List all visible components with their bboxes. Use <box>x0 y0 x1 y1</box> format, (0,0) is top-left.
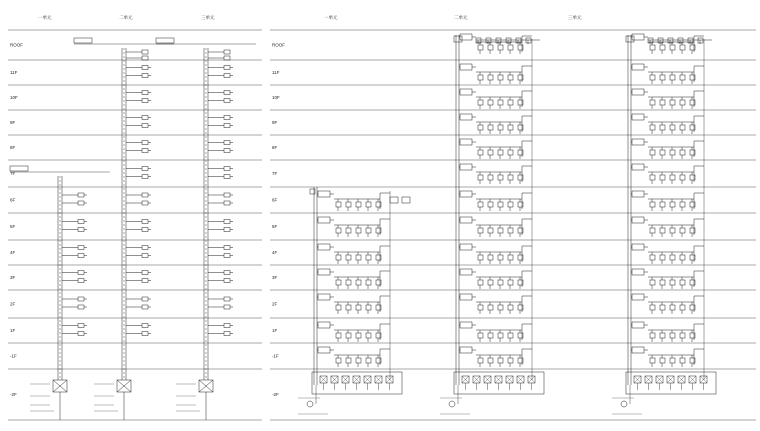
device-box-icon <box>478 333 483 338</box>
junction-box-icon <box>318 269 330 275</box>
floor-label: 9F <box>10 120 16 125</box>
device-box-icon <box>224 56 230 60</box>
device-box-icon <box>224 279 230 283</box>
device-box-icon <box>142 66 148 70</box>
device-box-icon <box>660 358 665 363</box>
device-box-icon <box>498 333 503 338</box>
device-box-icon <box>650 358 655 363</box>
device-box-icon <box>660 45 665 50</box>
device-box-icon <box>650 202 655 207</box>
device-box-icon <box>336 202 341 207</box>
floor-label: 1F <box>10 328 16 333</box>
device-box-icon <box>224 297 230 301</box>
device-box-icon <box>142 279 148 283</box>
floor-label: 5F <box>10 224 16 229</box>
floor-label: 11F <box>10 70 18 75</box>
floor-label: -2F <box>272 392 279 397</box>
junction-box-icon <box>460 139 472 145</box>
junction-box-icon <box>318 217 330 223</box>
device-box-icon <box>488 280 493 285</box>
floor-label: 2F <box>10 301 16 307</box>
unit-header: 三单元 <box>568 15 582 20</box>
device-box-icon <box>680 280 685 285</box>
unit-marker-icon <box>621 401 627 407</box>
junction-box-icon <box>318 294 330 300</box>
unit-header: 一单元 <box>38 15 52 20</box>
device-box-icon <box>366 202 371 207</box>
device-box-icon <box>142 271 148 275</box>
device-box-icon <box>488 125 493 130</box>
device-box-icon <box>142 50 148 54</box>
device-box-icon <box>680 305 685 310</box>
junction-box-icon <box>454 36 462 42</box>
device-box-icon <box>142 56 148 60</box>
device-box-icon <box>224 50 230 54</box>
device-box-icon <box>224 141 230 145</box>
device-box-icon <box>660 150 665 155</box>
device-box-icon <box>670 125 675 130</box>
floor-label: -1F <box>10 353 17 359</box>
device-box-icon <box>366 255 371 260</box>
floor-label: ROOF <box>272 42 285 48</box>
device-box-icon <box>670 305 675 310</box>
device-box-icon <box>508 255 513 260</box>
device-box-icon <box>488 333 493 338</box>
device-box-icon <box>224 254 230 258</box>
device-box-icon <box>142 193 148 197</box>
device-box-icon <box>660 255 665 260</box>
device-box-icon <box>498 175 503 180</box>
device-box-icon <box>680 75 685 80</box>
device-box-icon <box>488 255 493 260</box>
floor-label: ROOF <box>10 42 23 48</box>
device-box-icon <box>224 220 230 224</box>
junction-box-icon <box>460 347 472 353</box>
device-box-icon <box>650 100 655 105</box>
device-box-icon <box>78 201 84 205</box>
junction-box-icon <box>626 36 634 42</box>
device-box-icon <box>224 167 230 171</box>
floor-label: 6F <box>10 197 16 203</box>
device-box-icon <box>660 125 665 130</box>
device-box-icon <box>488 228 493 233</box>
device-box-icon <box>224 99 230 103</box>
junction-box-icon <box>460 217 472 223</box>
device-box-icon <box>142 99 148 103</box>
device-box-icon <box>142 167 148 171</box>
device-box-icon <box>670 333 675 338</box>
right-wiring-panel <box>270 14 756 420</box>
device-box-icon <box>498 305 503 310</box>
device-box-icon <box>142 324 148 328</box>
device-box-icon <box>346 280 351 285</box>
device-box-icon <box>508 280 513 285</box>
device-box-icon <box>356 202 361 207</box>
device-box-icon <box>670 100 675 105</box>
device-box-icon <box>224 305 230 309</box>
device-box-icon <box>142 149 148 153</box>
device-box-icon <box>680 175 685 180</box>
device-box-icon <box>366 333 371 338</box>
device-box-icon <box>346 255 351 260</box>
device-box-icon <box>78 220 84 224</box>
junction-box-icon <box>318 322 330 328</box>
device-box-icon <box>660 202 665 207</box>
device-box-icon <box>478 202 483 207</box>
floor-label: -1F <box>272 353 279 359</box>
junction-box-icon <box>460 64 472 70</box>
device-box-icon <box>336 358 341 363</box>
junction-box-icon <box>460 191 472 197</box>
floor-label: 7F <box>10 171 16 176</box>
device-box-icon <box>680 125 685 130</box>
device-box-icon <box>366 280 371 285</box>
device-box-icon <box>498 45 503 50</box>
device-box-icon <box>508 305 513 310</box>
device-box-icon <box>356 280 361 285</box>
device-box-icon <box>224 91 230 95</box>
junction-box-icon <box>460 244 472 250</box>
device-box-icon <box>78 246 84 250</box>
device-box-icon <box>508 45 513 50</box>
device-box-icon <box>356 228 361 233</box>
device-box-icon <box>660 175 665 180</box>
device-box-icon <box>336 228 341 233</box>
device-box-icon <box>498 202 503 207</box>
floor-label: 2F <box>272 301 278 307</box>
device-box-icon <box>224 201 230 205</box>
device-box-icon <box>670 175 675 180</box>
device-box-icon <box>526 38 531 43</box>
floor-label: 10F <box>272 95 280 100</box>
device-box-icon <box>224 149 230 153</box>
device-box-icon <box>478 75 483 80</box>
device-box-icon <box>508 358 513 363</box>
device-box-icon <box>224 116 230 120</box>
device-box-icon <box>478 175 483 180</box>
device-box-icon <box>224 66 230 70</box>
device-box-icon <box>680 358 685 363</box>
device-box-icon <box>346 202 351 207</box>
device-box-icon <box>680 150 685 155</box>
device-box-icon <box>78 297 84 301</box>
device-box-icon <box>670 255 675 260</box>
device-box-icon <box>488 305 493 310</box>
unit-marker-icon <box>449 401 455 407</box>
device-box-icon <box>488 75 493 80</box>
junction-box-icon <box>632 294 644 300</box>
device-box-icon <box>78 271 84 275</box>
device-box-icon <box>660 100 665 105</box>
device-box-icon <box>346 228 351 233</box>
device-box-icon <box>346 358 351 363</box>
device-box-icon <box>650 125 655 130</box>
junction-box-icon <box>632 347 644 353</box>
floor-label: -2F <box>10 392 17 397</box>
floor-label: 4F <box>10 250 16 255</box>
device-box-icon <box>478 150 483 155</box>
junction-box-icon <box>632 164 644 170</box>
device-box-icon <box>142 332 148 336</box>
device-box-icon <box>498 75 503 80</box>
device-box-icon <box>488 175 493 180</box>
device-box-icon <box>650 228 655 233</box>
device-box-icon <box>498 125 503 130</box>
label-box <box>74 38 92 43</box>
device-box-icon <box>336 305 341 310</box>
device-box-icon <box>680 228 685 233</box>
device-box-icon <box>680 333 685 338</box>
device-box-icon <box>650 280 655 285</box>
device-box-icon <box>346 333 351 338</box>
device-box-icon <box>78 279 84 283</box>
device-box-icon <box>660 333 665 338</box>
device-box-icon <box>142 116 148 120</box>
device-box-icon <box>142 305 148 309</box>
device-box-icon <box>224 324 230 328</box>
device-box-icon <box>478 100 483 105</box>
floor-label: 10F <box>10 95 18 100</box>
device-box-icon <box>346 305 351 310</box>
device-box-icon <box>224 193 230 197</box>
junction-box-icon <box>318 191 330 197</box>
device-box-icon <box>78 228 84 232</box>
device-box-icon <box>670 75 675 80</box>
device-box-icon <box>224 246 230 250</box>
device-box-icon <box>224 271 230 275</box>
floor-label: 5F <box>272 224 278 229</box>
device-box-icon <box>680 255 685 260</box>
device-box-icon <box>336 255 341 260</box>
device-box-icon <box>478 125 483 130</box>
device-box-icon <box>680 45 685 50</box>
device-box-icon <box>142 175 148 179</box>
device-box-icon <box>142 297 148 301</box>
floor-label: 8F <box>10 145 16 150</box>
junction-box-icon <box>460 114 472 120</box>
device-box-icon <box>478 358 483 363</box>
left-riser-panel <box>8 14 262 420</box>
unit-header: 一单元 <box>324 15 338 20</box>
device-box-icon <box>478 305 483 310</box>
device-box-icon <box>680 100 685 105</box>
floor-label: 9F <box>272 120 278 125</box>
device-box-icon <box>508 175 513 180</box>
device-box-icon <box>498 255 503 260</box>
device-box-icon <box>498 150 503 155</box>
device-box-icon <box>78 254 84 258</box>
label-box <box>156 38 174 43</box>
device-box-icon <box>508 100 513 105</box>
device-box-icon <box>356 255 361 260</box>
device-box-icon <box>660 75 665 80</box>
junction-box-icon <box>460 294 472 300</box>
device-box-icon <box>650 75 655 80</box>
device-box-icon <box>336 280 341 285</box>
device-box-icon <box>508 150 513 155</box>
junction-box-icon <box>460 89 472 95</box>
device-box-icon <box>508 202 513 207</box>
device-box-icon <box>650 255 655 260</box>
junction-box-icon <box>632 139 644 145</box>
device-box-icon <box>478 228 483 233</box>
device-box-icon <box>660 305 665 310</box>
device-box-icon <box>698 38 703 43</box>
unit-marker-icon <box>307 401 313 407</box>
device-box-icon <box>670 45 675 50</box>
device-box-icon <box>78 305 84 309</box>
device-box-icon <box>402 197 410 203</box>
junction-box-icon <box>318 244 330 250</box>
device-box-icon <box>498 358 503 363</box>
device-box-icon <box>488 45 493 50</box>
unit-header: 三单元 <box>201 15 215 20</box>
device-box-icon <box>336 333 341 338</box>
floor-label: 8F <box>272 145 278 150</box>
junction-box-icon <box>460 322 472 328</box>
junction-box-icon <box>460 164 472 170</box>
device-box-icon <box>366 358 371 363</box>
unit-header: 二单元 <box>454 15 468 20</box>
device-box-icon <box>142 220 148 224</box>
floor-label: 7F <box>272 171 278 176</box>
device-box-icon <box>390 197 398 203</box>
device-box-icon <box>356 305 361 310</box>
device-box-icon <box>366 305 371 310</box>
junction-box-icon <box>318 347 330 353</box>
device-box-icon <box>356 333 361 338</box>
floor-label: 11F <box>272 70 280 75</box>
device-box-icon <box>680 202 685 207</box>
device-box-icon <box>508 75 513 80</box>
device-box-icon <box>478 255 483 260</box>
device-box-icon <box>142 201 148 205</box>
device-box-icon <box>670 228 675 233</box>
junction-box-icon <box>632 191 644 197</box>
device-box-icon <box>670 150 675 155</box>
device-box-icon <box>650 305 655 310</box>
device-box-icon <box>498 228 503 233</box>
floor-label: 6F <box>272 197 278 203</box>
junction-box-icon <box>460 269 472 275</box>
device-box-icon <box>142 91 148 95</box>
device-box-icon <box>142 228 148 232</box>
device-box-icon <box>650 45 655 50</box>
device-box-icon <box>488 358 493 363</box>
junction-box-icon <box>632 244 644 250</box>
device-box-icon <box>78 332 84 336</box>
device-box-icon <box>356 358 361 363</box>
device-box-icon <box>78 324 84 328</box>
device-box-icon <box>670 280 675 285</box>
device-box-icon <box>650 175 655 180</box>
device-box-icon <box>670 358 675 363</box>
device-box-icon <box>478 280 483 285</box>
unit-header: 二单元 <box>119 15 133 20</box>
device-box-icon <box>508 125 513 130</box>
device-box-icon <box>478 45 483 50</box>
device-box-icon <box>660 228 665 233</box>
floor-label: 3F <box>272 275 278 280</box>
floor-label: 4F <box>272 250 278 255</box>
device-box-icon <box>508 228 513 233</box>
junction-box-icon <box>632 322 644 328</box>
device-box-icon <box>142 246 148 250</box>
floor-label: 3F <box>10 275 16 280</box>
device-box-icon <box>650 333 655 338</box>
device-box-icon <box>660 280 665 285</box>
device-box-icon <box>488 150 493 155</box>
device-box-icon <box>224 228 230 232</box>
junction-box-icon <box>632 114 644 120</box>
device-box-icon <box>670 202 675 207</box>
device-box-icon <box>498 280 503 285</box>
floor-label: 1F <box>272 328 278 333</box>
device-box-icon <box>224 332 230 336</box>
device-box-icon <box>224 74 230 78</box>
device-box-icon <box>78 193 84 197</box>
device-box-icon <box>142 124 148 128</box>
device-box-icon <box>488 202 493 207</box>
junction-box-icon <box>632 64 644 70</box>
device-box-icon <box>508 333 513 338</box>
junction-box-icon <box>632 269 644 275</box>
device-box-icon <box>488 100 493 105</box>
device-box-icon <box>142 141 148 145</box>
device-box-icon <box>224 124 230 128</box>
device-box-icon <box>142 254 148 258</box>
device-box-icon <box>224 175 230 179</box>
junction-box-icon <box>632 217 644 223</box>
device-box-icon <box>498 100 503 105</box>
device-box-icon <box>650 150 655 155</box>
junction-box-icon <box>632 89 644 95</box>
device-box-icon <box>366 228 371 233</box>
device-box-icon <box>142 74 148 78</box>
